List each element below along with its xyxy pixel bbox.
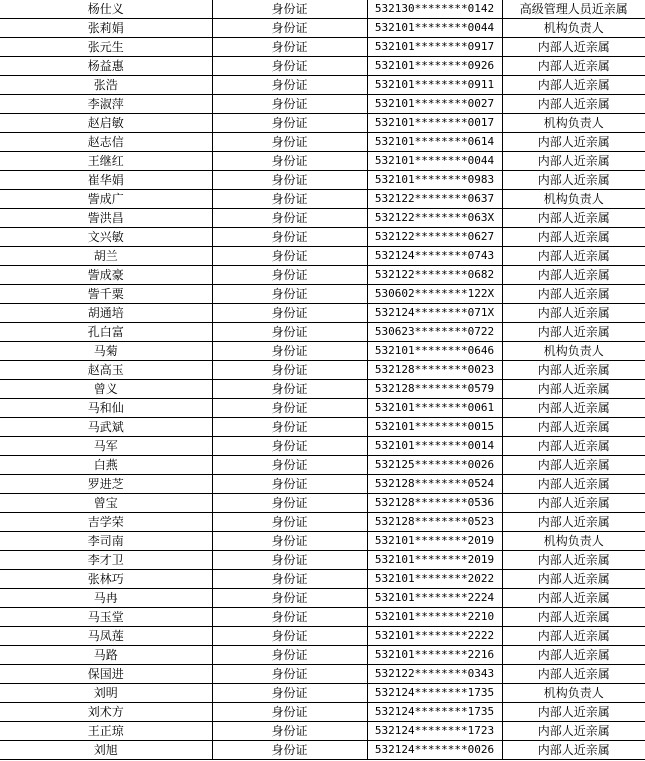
document-type-cell[interactable]: 身份证: [212, 361, 367, 380]
id-number-cell[interactable]: 532128********0579: [367, 380, 502, 399]
document-type-cell[interactable]: 身份证: [212, 589, 367, 608]
relation-cell[interactable]: 内部人近亲属: [502, 418, 645, 437]
name-cell[interactable]: 赵启敏: [0, 114, 212, 133]
id-number-cell[interactable]: 532122********0682: [367, 266, 502, 285]
relation-cell[interactable]: 内部人近亲属: [502, 608, 645, 627]
table-row: [0, 627, 645, 646]
name-cell[interactable]: 张莉娟: [0, 19, 212, 38]
id-number-cell[interactable]: 532124********0743: [367, 247, 502, 266]
id-number-cell[interactable]: 532101********2019: [367, 551, 502, 570]
relation-cell[interactable]: 内部人近亲属: [502, 722, 645, 741]
id-number-cell[interactable]: 532128********0023: [367, 361, 502, 380]
relation-cell[interactable]: 内部人近亲属: [502, 76, 645, 95]
id-number-cell[interactable]: 532122********0343: [367, 665, 502, 684]
document-type-cell[interactable]: 身份证: [212, 0, 367, 19]
id-number-cell[interactable]: 532101********0911: [367, 76, 502, 95]
name-cell[interactable]: 訾成豪: [0, 266, 212, 285]
document-type-cell[interactable]: 身份证: [212, 285, 367, 304]
name-cell[interactable]: 刘旭: [0, 741, 212, 760]
relation-cell[interactable]: 内部人近亲属: [502, 589, 645, 608]
document-type-cell[interactable]: 身份证: [212, 228, 367, 247]
id-number-cell[interactable]: 532101********0014: [367, 437, 502, 456]
id-number-cell[interactable]: 532101********0917: [367, 38, 502, 57]
name-cell[interactable]: 赵高玉: [0, 361, 212, 380]
document-type-cell[interactable]: 身份证: [212, 190, 367, 209]
id-number-cell[interactable]: 532124********071X: [367, 304, 502, 323]
document-type-cell[interactable]: 身份证: [212, 342, 367, 361]
name-cell[interactable]: 訾千粟: [0, 285, 212, 304]
relation-cell[interactable]: 内部人近亲属: [502, 646, 645, 665]
table-row: [0, 95, 645, 114]
relation-cell[interactable]: 机构负责人: [502, 532, 645, 551]
table-row: [0, 380, 645, 399]
id-number-cell[interactable]: 532128********0524: [367, 475, 502, 494]
document-type-cell[interactable]: 身份证: [212, 76, 367, 95]
document-type-cell[interactable]: 身份证: [212, 57, 367, 76]
document-type-cell[interactable]: 身份证: [212, 551, 367, 570]
name-cell[interactable]: 马路: [0, 646, 212, 665]
relation-cell[interactable]: 机构负责人: [502, 114, 645, 133]
table-row: [0, 722, 645, 741]
name-cell[interactable]: 文兴敏: [0, 228, 212, 247]
table-row: [0, 703, 645, 722]
id-number-cell[interactable]: 532101********0926: [367, 57, 502, 76]
relation-cell[interactable]: 内部人近亲属: [502, 247, 645, 266]
relation-cell[interactable]: 内部人近亲属: [502, 361, 645, 380]
name-cell[interactable]: 李司南: [0, 532, 212, 551]
table-row: [0, 38, 645, 57]
name-cell[interactable]: 白燕: [0, 456, 212, 475]
document-type-cell[interactable]: 身份证: [212, 703, 367, 722]
table-row: [0, 228, 645, 247]
document-type-cell[interactable]: 身份证: [212, 456, 367, 475]
document-type-cell[interactable]: 身份证: [212, 114, 367, 133]
name-cell[interactable]: 张元生: [0, 38, 212, 57]
name-cell[interactable]: 马军: [0, 437, 212, 456]
document-type-cell[interactable]: 身份证: [212, 475, 367, 494]
relation-cell[interactable]: 机构负责人: [502, 19, 645, 38]
document-type-cell[interactable]: 身份证: [212, 95, 367, 114]
name-cell[interactable]: 曾宝: [0, 494, 212, 513]
id-number-cell[interactable]: 532101********0015: [367, 418, 502, 437]
table-row: [0, 551, 645, 570]
id-number-cell[interactable]: 532130********0142: [367, 0, 502, 19]
table-row: [0, 209, 645, 228]
id-number-cell[interactable]: 532101********0044: [367, 19, 502, 38]
id-number-cell[interactable]: 532124********1723: [367, 722, 502, 741]
table-row: [0, 665, 645, 684]
relation-cell[interactable]: 内部人近亲属: [502, 95, 645, 114]
table-row: [0, 456, 645, 475]
name-cell[interactable]: 胡通培: [0, 304, 212, 323]
document-type-cell[interactable]: 身份证: [212, 684, 367, 703]
id-number-cell[interactable]: 532101********2210: [367, 608, 502, 627]
document-type-cell[interactable]: 身份证: [212, 304, 367, 323]
table-row: [0, 190, 645, 209]
table-row: [0, 114, 645, 133]
name-cell[interactable]: 杨仕义: [0, 0, 212, 19]
id-number-cell[interactable]: 532125********0026: [367, 456, 502, 475]
table-row: [0, 0, 645, 19]
table-row: [0, 304, 645, 323]
name-cell[interactable]: 刘术方: [0, 703, 212, 722]
relation-cell[interactable]: 内部人近亲属: [502, 285, 645, 304]
id-number-cell[interactable]: 532122********0637: [367, 190, 502, 209]
relation-cell[interactable]: 内部人近亲属: [502, 228, 645, 247]
table-row: [0, 171, 645, 190]
table-row: [0, 266, 645, 285]
name-cell[interactable]: 吉学荣: [0, 513, 212, 532]
document-type-cell[interactable]: 身份证: [212, 209, 367, 228]
document-type-cell[interactable]: 身份证: [212, 722, 367, 741]
name-cell[interactable]: 马玉堂: [0, 608, 212, 627]
relation-cell[interactable]: 内部人近亲属: [502, 323, 645, 342]
document-type-cell[interactable]: 身份证: [212, 627, 367, 646]
relation-cell[interactable]: 内部人近亲属: [502, 570, 645, 589]
relation-cell[interactable]: 内部人近亲属: [502, 38, 645, 57]
table-row: [0, 570, 645, 589]
relation-cell[interactable]: 内部人近亲属: [502, 494, 645, 513]
name-cell[interactable]: 马凤莲: [0, 627, 212, 646]
table-row: [0, 133, 645, 152]
name-cell[interactable]: 曾义: [0, 380, 212, 399]
relation-cell[interactable]: 内部人近亲属: [502, 475, 645, 494]
name-cell[interactable]: 罗进芝: [0, 475, 212, 494]
name-cell[interactable]: 訾成广: [0, 190, 212, 209]
document-type-cell[interactable]: 身份证: [212, 646, 367, 665]
document-type-cell[interactable]: 身份证: [212, 570, 367, 589]
table-row: [0, 437, 645, 456]
relation-cell[interactable]: 内部人近亲属: [502, 551, 645, 570]
relation-cell[interactable]: 机构负责人: [502, 684, 645, 703]
id-number-cell[interactable]: 532101********0061: [367, 399, 502, 418]
table-row: [0, 247, 645, 266]
table-row: [0, 589, 645, 608]
table-row: [0, 646, 645, 665]
id-number-cell[interactable]: 530623********0722: [367, 323, 502, 342]
id-number-cell[interactable]: 532122********063X: [367, 209, 502, 228]
name-cell[interactable]: 杨益惠: [0, 57, 212, 76]
table-row: [0, 285, 645, 304]
document-type-cell[interactable]: 身份证: [212, 266, 367, 285]
name-cell[interactable]: 马和仙: [0, 399, 212, 418]
document-type-cell[interactable]: 身份证: [212, 665, 367, 684]
relation-cell[interactable]: 内部人近亲属: [502, 437, 645, 456]
name-cell[interactable]: 马武斌: [0, 418, 212, 437]
document-type-cell[interactable]: 身份证: [212, 323, 367, 342]
document-type-cell[interactable]: 身份证: [212, 418, 367, 437]
relation-cell[interactable]: 内部人近亲属: [502, 703, 645, 722]
document-type-cell[interactable]: 身份证: [212, 38, 367, 57]
relation-cell[interactable]: 内部人近亲属: [502, 133, 645, 152]
name-cell[interactable]: 刘明: [0, 684, 212, 703]
id-number-cell[interactable]: 532101********0017: [367, 114, 502, 133]
relation-cell[interactable]: 内部人近亲属: [502, 627, 645, 646]
relation-cell[interactable]: 内部人近亲属: [502, 399, 645, 418]
document-type-cell[interactable]: 身份证: [212, 247, 367, 266]
document-type-cell[interactable]: 身份证: [212, 494, 367, 513]
id-number-cell[interactable]: 532101********0983: [367, 171, 502, 190]
name-cell[interactable]: 保国进: [0, 665, 212, 684]
relation-cell[interactable]: 机构负责人: [502, 190, 645, 209]
id-number-cell[interactable]: 532101********2019: [367, 532, 502, 551]
table-row: [0, 76, 645, 95]
table-row: [0, 152, 645, 171]
relation-cell[interactable]: 内部人近亲属: [502, 57, 645, 76]
document-type-cell[interactable]: 身份证: [212, 380, 367, 399]
id-number-cell[interactable]: 532101********2222: [367, 627, 502, 646]
name-cell[interactable]: 赵志信: [0, 133, 212, 152]
relation-cell[interactable]: 内部人近亲属: [502, 456, 645, 475]
table-row: [0, 741, 645, 760]
document-type-cell[interactable]: 身份证: [212, 532, 367, 551]
name-cell[interactable]: 崔华娟: [0, 171, 212, 190]
document-type-cell[interactable]: 身份证: [212, 741, 367, 760]
id-number-cell[interactable]: 532128********0523: [367, 513, 502, 532]
table-row: [0, 532, 645, 551]
name-cell[interactable]: 李淑萍: [0, 95, 212, 114]
relation-cell[interactable]: 内部人近亲属: [502, 152, 645, 171]
relation-cell[interactable]: 内部人近亲属: [502, 380, 645, 399]
table-row: [0, 494, 645, 513]
name-cell[interactable]: 王继红: [0, 152, 212, 171]
relation-cell[interactable]: 机构负责人: [502, 342, 645, 361]
id-number-cell[interactable]: 532101********0027: [367, 95, 502, 114]
id-number-cell[interactable]: 532124********1735: [367, 684, 502, 703]
name-cell[interactable]: 訾洪昌: [0, 209, 212, 228]
document-type-cell[interactable]: 身份证: [212, 608, 367, 627]
name-cell[interactable]: 李才卫: [0, 551, 212, 570]
id-number-cell[interactable]: 532122********0627: [367, 228, 502, 247]
relation-cell[interactable]: 内部人近亲属: [502, 266, 645, 285]
table-row: [0, 57, 645, 76]
relation-cell[interactable]: 内部人近亲属: [502, 304, 645, 323]
table-row: [0, 399, 645, 418]
document-type-cell[interactable]: 身份证: [212, 399, 367, 418]
table-row: [0, 513, 645, 532]
table-row: [0, 361, 645, 380]
relation-cell[interactable]: 内部人近亲属: [502, 513, 645, 532]
relation-cell[interactable]: 内部人近亲属: [502, 209, 645, 228]
id-number-cell[interactable]: 532101********2022: [367, 570, 502, 589]
table-row: [0, 418, 645, 437]
id-number-cell[interactable]: 530602********122X: [367, 285, 502, 304]
document-type-cell[interactable]: 身份证: [212, 152, 367, 171]
name-cell[interactable]: 胡兰: [0, 247, 212, 266]
name-cell[interactable]: 马菊: [0, 342, 212, 361]
table-row: [0, 19, 645, 38]
relation-cell[interactable]: 内部人近亲属: [502, 171, 645, 190]
id-number-cell[interactable]: 532124********0026: [367, 741, 502, 760]
document-type-cell[interactable]: 身份证: [212, 19, 367, 38]
id-number-cell[interactable]: 532101********2216: [367, 646, 502, 665]
table-row: [0, 342, 645, 361]
relation-cell[interactable]: 内部人近亲属: [502, 741, 645, 760]
document-type-cell[interactable]: 身份证: [212, 133, 367, 152]
id-number-cell[interactable]: 532101********2224: [367, 589, 502, 608]
id-number-cell[interactable]: 532128********0536: [367, 494, 502, 513]
document-type-cell[interactable]: 身份证: [212, 513, 367, 532]
relation-cell[interactable]: 内部人近亲属: [502, 665, 645, 684]
document-type-cell[interactable]: 身份证: [212, 437, 367, 456]
table-row: [0, 323, 645, 342]
name-cell[interactable]: 张林巧: [0, 570, 212, 589]
relation-cell[interactable]: 高级管理人员近亲属: [502, 0, 645, 19]
name-cell[interactable]: 张浩: [0, 76, 212, 95]
id-number-cell[interactable]: 532101********0614: [367, 133, 502, 152]
name-cell[interactable]: 马冉: [0, 589, 212, 608]
document-type-cell[interactable]: 身份证: [212, 171, 367, 190]
table-row: [0, 475, 645, 494]
table-row: [0, 684, 645, 703]
id-number-cell[interactable]: 532124********1735: [367, 703, 502, 722]
name-cell[interactable]: 王正琼: [0, 722, 212, 741]
id-number-cell[interactable]: 532101********0044: [367, 152, 502, 171]
table-row: [0, 608, 645, 627]
name-cell[interactable]: 孔白富: [0, 323, 212, 342]
id-number-cell[interactable]: 532101********0646: [367, 342, 502, 361]
